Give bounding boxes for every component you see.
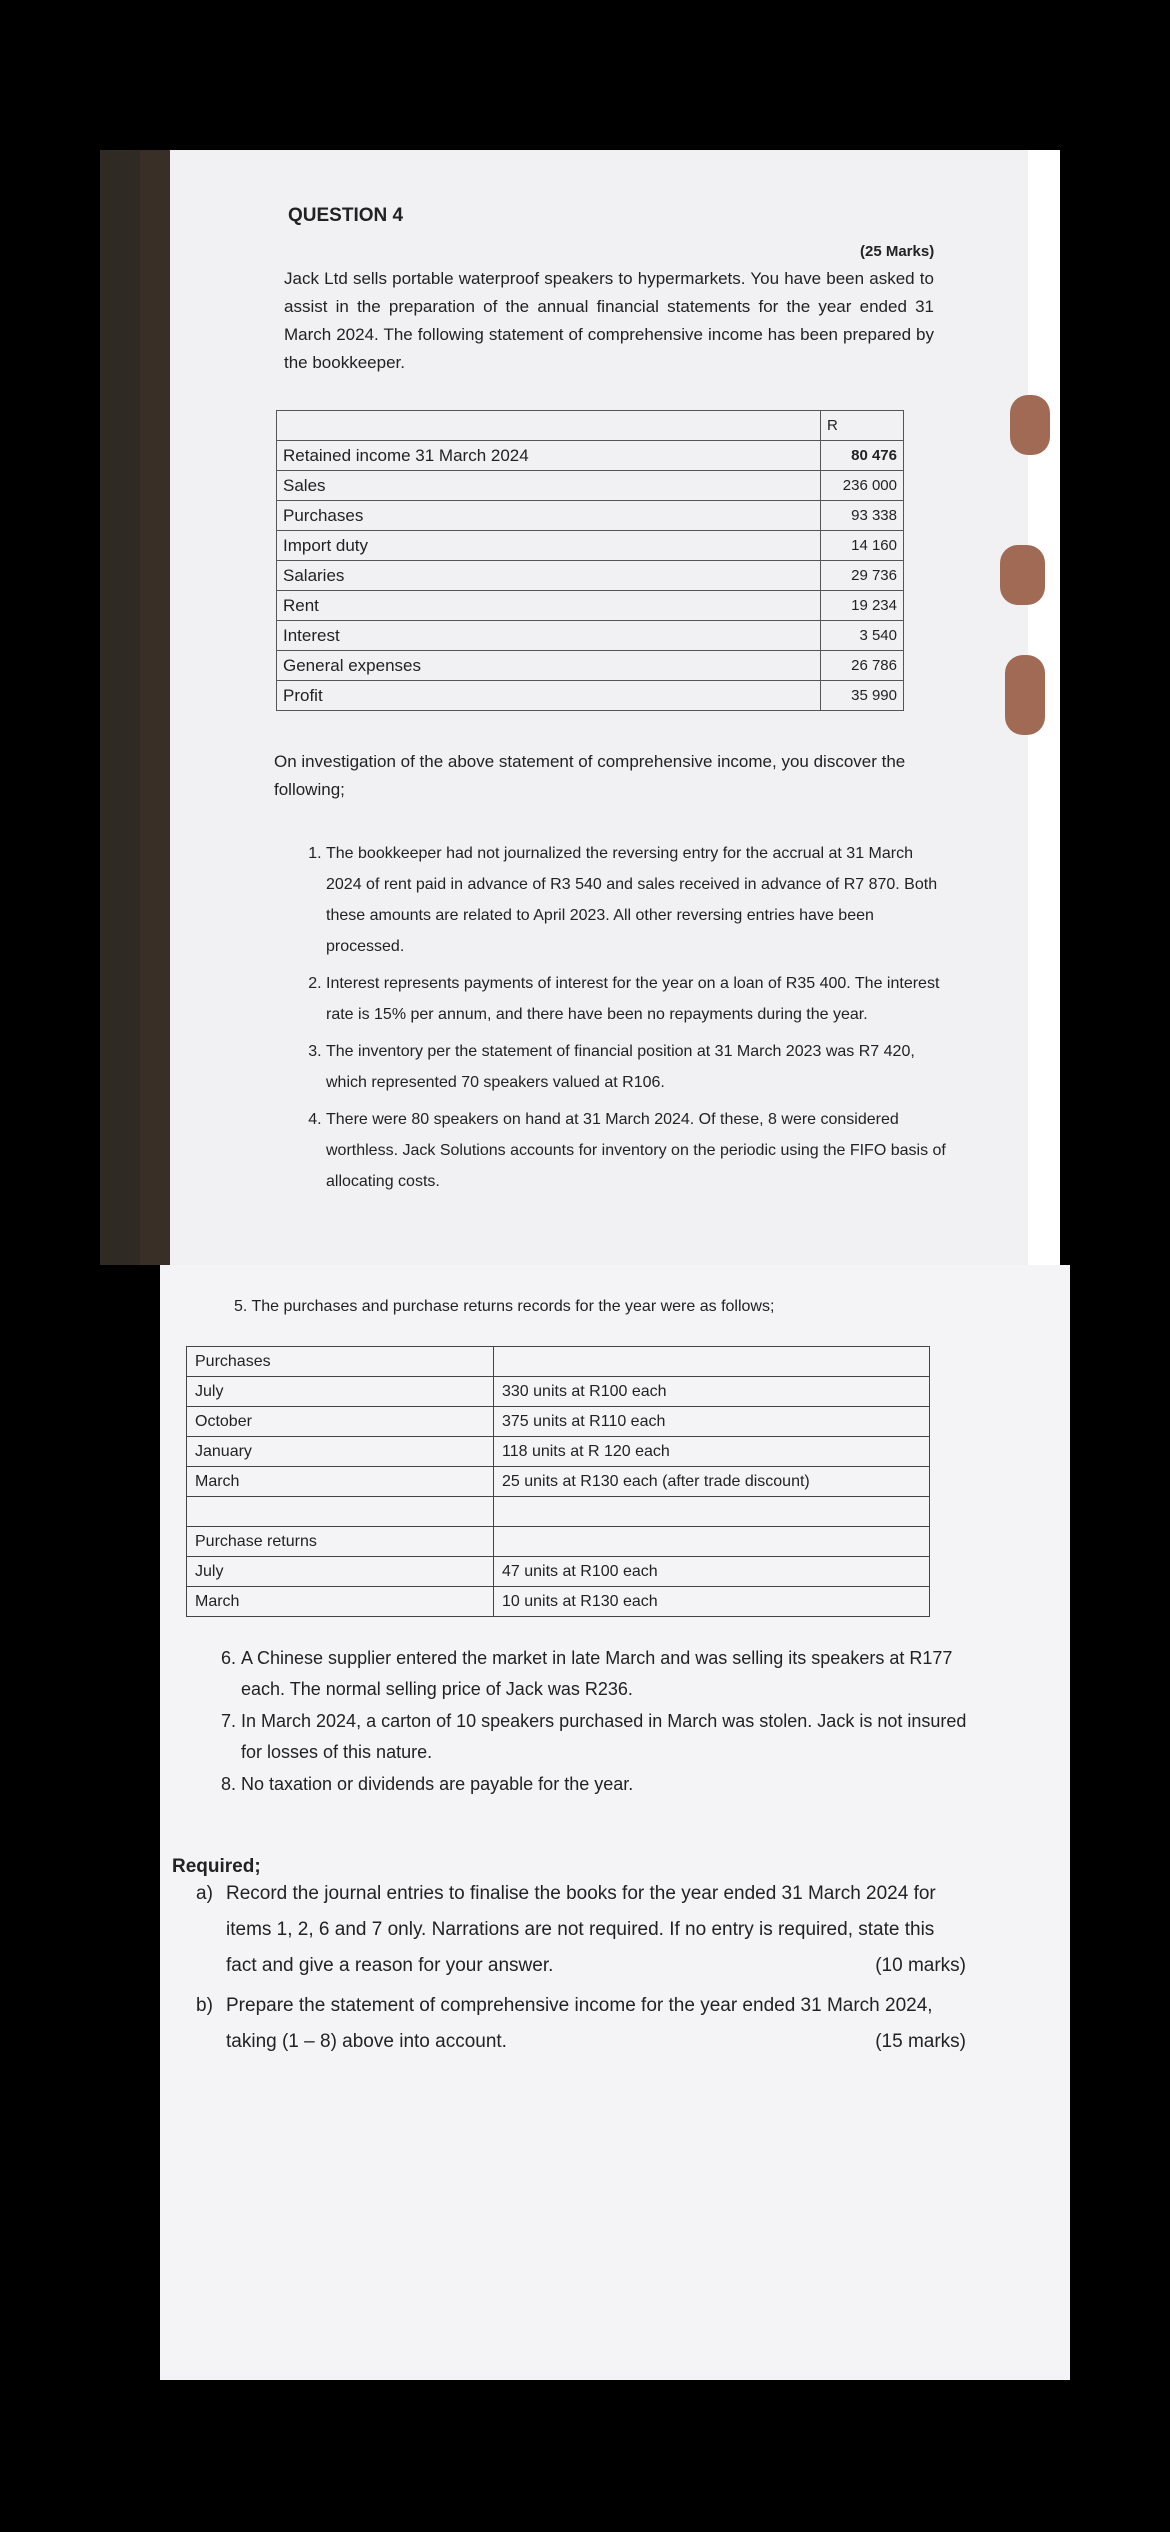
list-item: 4. There were 80 speakers on hand at 31 March 2024. Of these, 8 were considered worthless. Jack Solutions accounts for inventory on the periodic using the FIFO basis of allocating costs.	[326, 1104, 946, 1197]
finger-shape	[1010, 395, 1050, 455]
table-row: Sales 236 000	[277, 471, 904, 501]
question-title: QUESTION 4	[288, 205, 404, 226]
income-statement-table	[276, 410, 904, 711]
table-row: Interest 3 540	[277, 621, 904, 651]
item5-intro: 5. The purchases and purchase returns records for the year were as follows;	[234, 1298, 775, 1315]
findings-list-continued	[215, 1643, 981, 1801]
required-parts	[196, 1876, 966, 2064]
list-item: 6. A Chinese supplier entered the market in late March and was selling its speakers at R177 each. The normal selling price of Jack was R236.	[241, 1643, 981, 1705]
required-heading: Required;	[172, 1856, 261, 1877]
part-marks: (10 marks)	[875, 1955, 966, 1976]
list-item: 3. The inventory per the statement of financial position at 31 March 2023 was R7 420, which represented 70 speakers valued at R106.	[326, 1036, 946, 1098]
table-row: Retained income 31 March 2024 80 476	[277, 441, 904, 471]
table-row	[277, 411, 904, 441]
part-marks: (15 marks)	[875, 2031, 966, 2052]
purchases-table	[186, 1346, 930, 1617]
list-item: 7. In March 2024, a carton of 10 speakers purchased in March was stolen. Jack is not insured for losses of this nature.	[241, 1706, 981, 1768]
list-item: 2. Interest represents payments of interest for the year on a loan of R35 400. The interest rate is 15% per annum, and there have been no repayments during the year.	[326, 968, 946, 1030]
table-row: Purchases 93 338	[277, 501, 904, 531]
finger-shape	[1005, 655, 1045, 735]
findings-list	[300, 838, 946, 1203]
list-item: 8. No taxation or dividends are payable for the year.	[241, 1769, 981, 1800]
table-row: Purchases	[187, 1347, 930, 1377]
table-row: Profit 35 990	[277, 681, 904, 711]
investigation-text: On investigation of the above statement of comprehensive income, you discover the following;	[274, 752, 906, 799]
table-row: July 330 units at R100 each	[187, 1377, 930, 1407]
table-row: Salaries 29 736	[277, 561, 904, 591]
table-row: Purchase returns	[187, 1527, 930, 1557]
table-row: Rent 19 234	[277, 591, 904, 621]
table-row: March 25 units at R130 each (after trade discount)	[187, 1467, 930, 1497]
table-row: January 118 units at R 120 each	[187, 1437, 930, 1467]
question-marks: (25 Marks)	[860, 243, 935, 260]
required-part-b: b) Prepare the statement of comprehensive income for the year ended 31 March 2024, taking (1 – 8) above into account. (15 marks)	[196, 1988, 966, 2060]
photo-background-left	[100, 150, 172, 1265]
finger-shape	[1000, 545, 1045, 605]
required-part-a: a) Record the journal entries to finalise the books for the year ended 31 March 2024 for items 1, 2, 6 and 7 only. Narrations are not required. If no entry is required, state this fact and give a reason for your answer. (10 marks)	[196, 1876, 966, 1984]
table-row: General expenses 26 786	[277, 651, 904, 681]
question-intro: Jack Ltd sells portable waterproof speakers to hypermarkets. You have been asked to assist in the preparation of the annual financial statements for the year ended 31 March 2024. The following statement of comprehensive income has been prepared by the bookkeeper.	[284, 269, 934, 372]
list-item: 1. The bookkeeper had not journalized the reversing entry for the accrual at 31 March 2024 of rent paid in advance of R3 540 and sales received in advance of R7 870. Both these amounts are related to April 2023. All other reversing entries have been processed.	[326, 838, 946, 962]
currency-header: R	[821, 411, 904, 441]
table-row: Import duty 14 160	[277, 531, 904, 561]
table-row: October 375 units at R110 each	[187, 1407, 930, 1437]
table-row: March 10 units at R130 each	[187, 1587, 930, 1617]
table-row: July 47 units at R100 each	[187, 1557, 930, 1587]
table-row	[187, 1497, 930, 1527]
